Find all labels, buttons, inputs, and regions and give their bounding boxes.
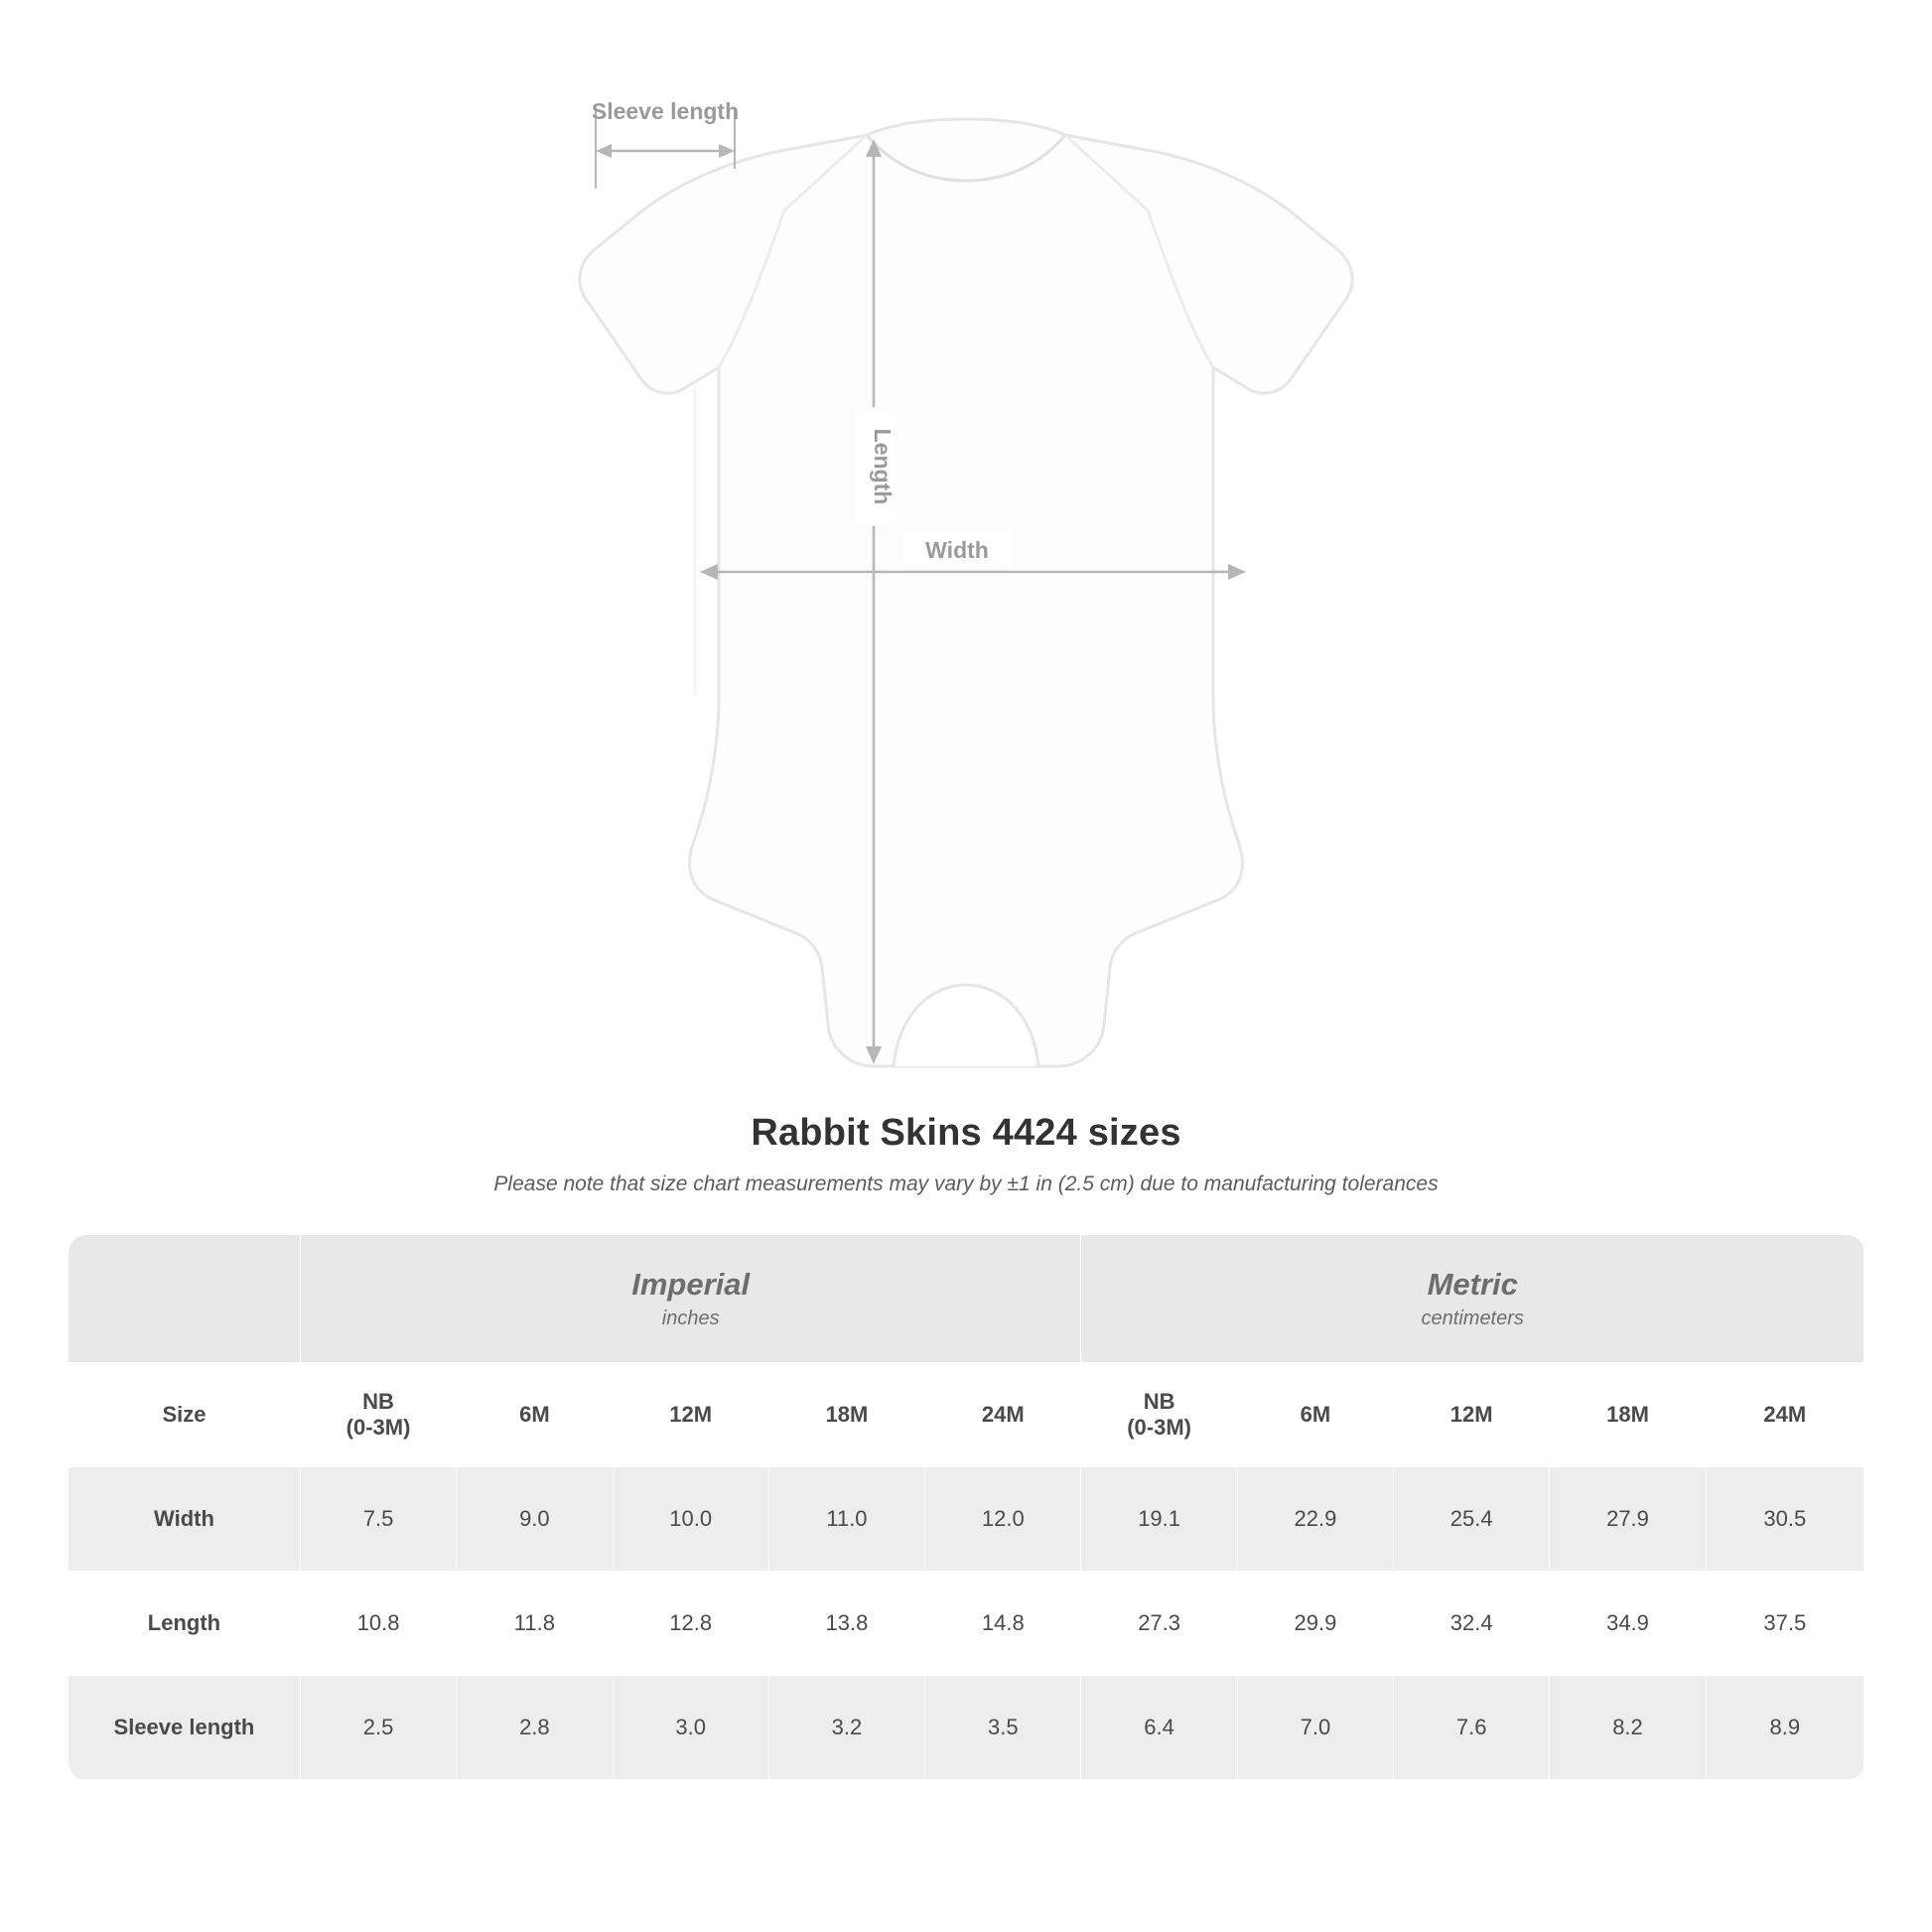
cell-sleeve-24m-metric: 8.9 [1706,1676,1863,1780]
cell-width-24m-metric: 30.5 [1706,1467,1863,1572]
unit-header-row [69,1235,1864,1363]
size-header-main: NB [362,1388,394,1414]
cell-sleeve-6m-metric: 7.0 [1237,1676,1393,1780]
cell-width-18m-imperial: 11.0 [768,1467,924,1572]
cell-width-nb-imperial: 7.5 [300,1467,456,1572]
size-header-main: NB [1143,1388,1175,1414]
sleeve-length-label: Sleeve length [591,98,740,124]
cell-width-12m-imperial: 10.0 [613,1467,768,1572]
cell-length-12m-metric: 32.4 [1394,1572,1550,1676]
unit-group-metric [1081,1235,1864,1363]
cell-width-18m-metric: 27.9 [1550,1467,1706,1572]
table-row [69,1572,1864,1676]
tolerance-note: Please note that size chart measurements may vary by ±1 in (2.5 cm) due to manufacturing tolerances [493,1173,1439,1195]
unit-group-metric-sub: centimeters [1421,1308,1524,1330]
size-header-6m-metric: 6M [1237,1363,1393,1467]
cell-width-24m-imperial: 12.0 [925,1467,1081,1572]
cell-sleeve-18m-imperial: 3.2 [768,1676,924,1780]
size-header-18m-imperial: 18M [768,1363,924,1467]
row-header-length: Length [69,1572,301,1676]
size-header-24m-metric: 24M [1706,1363,1863,1467]
cell-sleeve-nb-imperial: 2.5 [300,1676,456,1780]
unit-group-metric-name: Metric [1427,1266,1518,1302]
cell-length-18m-imperial: 13.8 [768,1572,924,1676]
size-header-row [69,1363,1864,1467]
cell-sleeve-24m-imperial: 3.5 [925,1676,1081,1780]
table-row [69,1676,1864,1780]
size-header-24m-imperial: 24M [925,1363,1081,1467]
table-row [69,1467,1864,1572]
size-header-18m-metric: 18M [1550,1363,1706,1467]
cell-sleeve-18m-metric: 8.2 [1550,1676,1706,1780]
size-header-6m-imperial: 6M [457,1363,613,1467]
size-header-sub: (0-3M) [1127,1415,1191,1440]
size-header-nb-imperial [300,1363,456,1467]
unit-group-imperial-sub: inches [661,1308,720,1330]
cell-width-nb-metric: 19.1 [1081,1467,1237,1572]
cell-width-6m-imperial: 9.0 [457,1467,613,1572]
row-header-size: Size [69,1363,301,1467]
cell-sleeve-6m-imperial: 2.8 [457,1676,613,1780]
bodysuit-shape [580,119,1352,1066]
cell-sleeve-12m-imperial: 3.0 [613,1676,768,1780]
width-label: Width [925,537,989,563]
cell-length-24m-metric: 37.5 [1706,1572,1863,1676]
unit-group-imperial [300,1235,1081,1363]
cell-width-12m-metric: 25.4 [1394,1467,1550,1572]
cell-length-nb-imperial: 10.8 [300,1572,456,1676]
cell-sleeve-12m-metric: 7.6 [1394,1676,1550,1780]
cell-sleeve-nb-metric: 6.4 [1081,1676,1237,1780]
cell-width-6m-metric: 22.9 [1237,1467,1393,1572]
size-table-wrap [68,1234,1864,1780]
row-header-width: Width [69,1467,301,1572]
cell-length-18m-metric: 34.9 [1550,1572,1706,1676]
cell-length-24m-imperial: 14.8 [925,1572,1081,1676]
size-header-12m-imperial: 12M [613,1363,768,1467]
cell-length-6m-metric: 29.9 [1237,1572,1393,1676]
size-header-12m-metric: 12M [1394,1363,1550,1467]
cell-length-6m-imperial: 11.8 [457,1572,613,1676]
size-header-nb-metric [1081,1363,1237,1467]
row-header-sleeve-length: Sleeve length [69,1676,301,1780]
table-corner-cell [69,1235,301,1363]
length-label: Length [870,428,896,505]
cell-length-nb-metric: 27.3 [1081,1572,1237,1676]
title-block [0,1112,1932,1196]
unit-group-imperial-name: Imperial [631,1266,751,1302]
size-table [68,1234,1864,1780]
size-header-sub: (0-3M) [345,1415,411,1440]
cell-length-12m-imperial: 12.8 [613,1572,768,1676]
page-title: Rabbit Skins 4424 sizes [751,1112,1181,1154]
